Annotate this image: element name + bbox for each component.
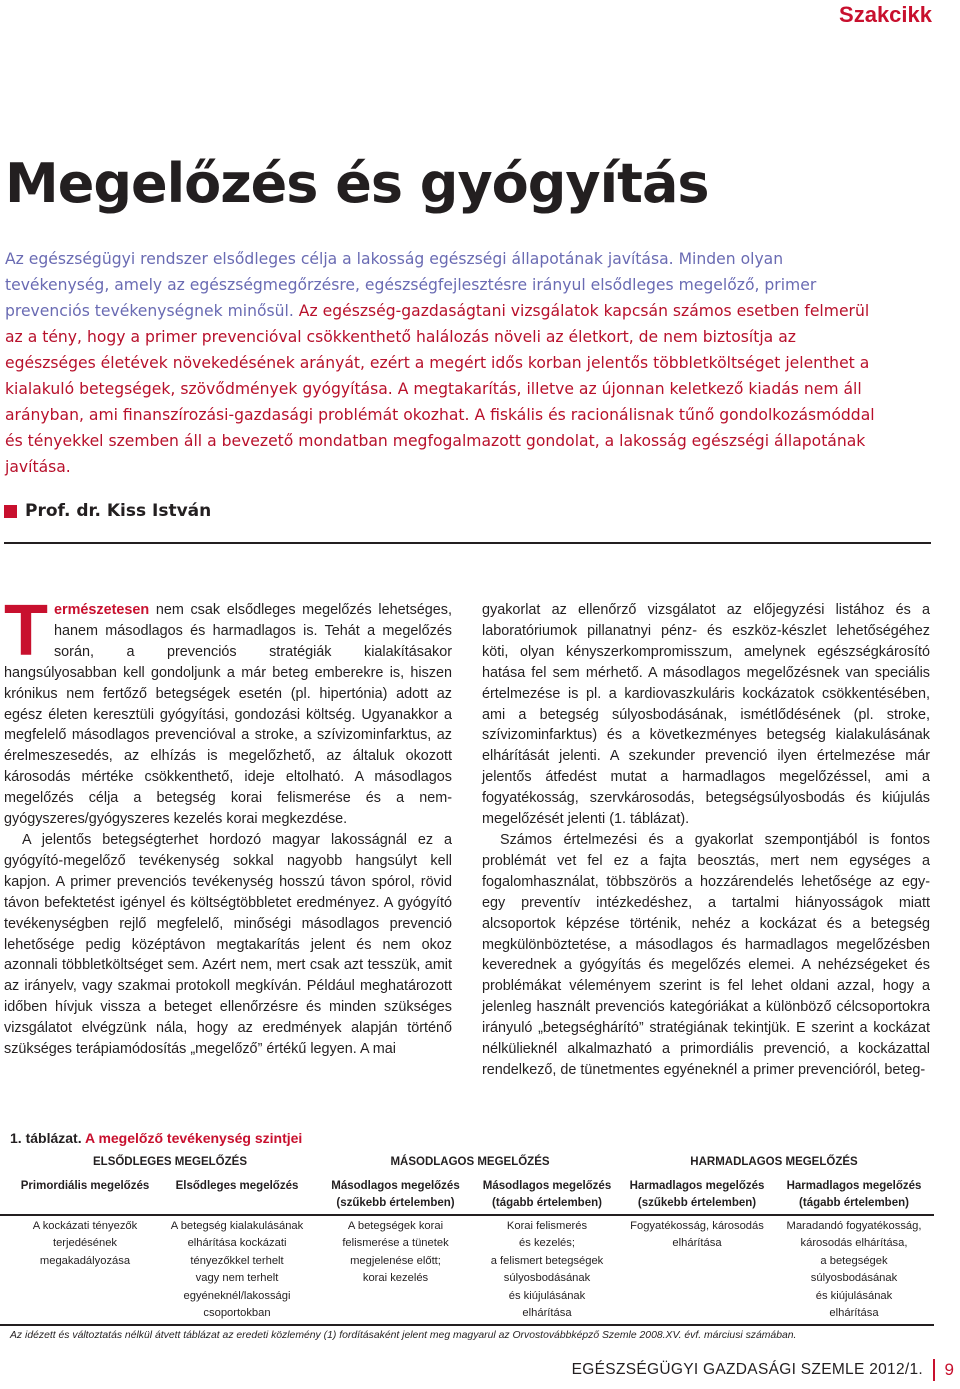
author-name: Prof. dr. Kiss István <box>25 501 212 521</box>
table-cell: A betegség kialakulásának elhárítása kockázati tényezőkkel terhelt vagy nem terhelt egyéneknél/lakossági csoportokban <box>170 1220 304 1320</box>
body-paragraph: A jelentős betegségterhet hordozó magyar lakosságnál ez a gyógyító-megelőző tevékenység sokkal nagyobb hangsúlyt kell kapjon. A primer prevenciós tevékenység hosszú távon spórol, rövid távon befektetést igényel és költségtöbbletet eredményez. A gyógyító tevékenységben rejlő megfelelő, minőségi másodlagos prevenció lehetősége pedig középtávon megtakarítás jelent és nem okoz azonnali többletköltséget sem. Azért nem, mert csak azt tesszük, amit az irányelv, vagy szakmai protokoll megkíván. Például meghatározott időben hívjuk vissza a beteget ellenőrzésre és minden szükséges vizsgálatot elvégzünk nála, hogy az eredmények alapján történő szükséges terápiamódosítás „megelőző” értékű legyen. A mai <box>4 831 452 1058</box>
journal-name: EGÉSZSÉGÜGYI GAZDASÁGI SZEMLE 2012/1. <box>571 1361 924 1378</box>
body-column-1 <box>4 591 452 1060</box>
table-caption <box>10 1130 302 1146</box>
group-header-secondary: MÁSODLAGOS MEGELŐZÉS <box>390 1156 550 1168</box>
page-number: 9 <box>944 1360 954 1379</box>
divider <box>4 542 931 544</box>
body-paragraph: Számos értelmezési és a gyakorlat szempontjából is fontos problémát vet fel ez a fajta beosztás, mert nem egységes a fogalomhasználat, többszörös a hozzárendelés lehetősége az egy-egy preventív intézkedéshez, a tartalmi hiányosságok miatt alcsoportok képzése történik, nehéz a kockázat és a betegség megkülönböztetése, a másodlagos és harmadlagos megelőzésben keverednek a gyógyítás és megelőzés elemei. A nehézségeket és problémákat véleményem szerint is fel lehet oldani azzal, hogy a jelenleg használt prevenciós kategóriákat a különböző célcsoportokra irányuló „betegséghárító” stratégiának tekintjük. E szerint a kockázat nélkülieknél alkalmazható a primordiális prevenció, a kockázattal rendelkező, de tünetmentes egyéneknél a primer prevencióról, beteg- <box>482 831 930 1078</box>
body-column-2 <box>482 600 930 1081</box>
column-header: Primordiális megelőzés <box>20 1180 150 1192</box>
table-footnote: Az idézett és változtatás nélkül átvett táblázat az eredeti közlemény (1) fordításaként jelent meg magyarul az Orvostovábbképző Szemle 2008.XV. évf. márciusi számában. <box>10 1330 797 1341</box>
table-cell: Korai felismerés és kezelés; a felismert betegségek súlyosbodásának és kiújulásának elhárítása <box>490 1220 604 1320</box>
footer-separator <box>933 1359 935 1381</box>
square-bullet-icon <box>4 505 17 518</box>
lead-word: ermészetesen <box>53 602 150 618</box>
group-header-primary: ELSŐDLEGES MEGELŐZÉS <box>93 1156 247 1168</box>
table-cell: Fogyatékosság, károsodás elhárítása <box>630 1220 764 1250</box>
paragraph-text: nem csak elsődleges megelőzés lehetséges, hanem másodlagos és harmadlagos is. Tehát a megelőzés során, a prevenciós stratégiák kialakításakor hangsúlyosabban kell gondoljunk a már beteg emberekre is, hiszen krónikus nem fertőző betegségek esetén (pl. hipertónia) adott az egész életen keresztüli gyógyítási, gondozási költség. Ugyanakkor a megfelelő másodlagos prevencióval a stroke, a szívizominfarktus, az érelmeszesedés, az elhízás is megelőzhető, az általuk okozott károsodás mértéke csökkenthető, ideje eltolható. A másodlagos megelőzés célja a betegség korai felismerése és a nem-gyógyszeres/gyógyszeres kezelés korai megkezdése. <box>4 602 452 828</box>
lead-paragraph <box>5 246 885 480</box>
body-paragraph: gyakorlat az ellenőrző vizsgálatot az előjegyzési listához és a laboratóriumok pillanatnyi pénz- és eszköz-készlet lehetőségéhez köti, olyan kényszerkompromisszum, amelynek egészségkárosító hatása fel sem mérhető. A másodlagos megelőzésnek van speciális értelmezése is pl. a kardiovaszkuláris kockázatok csökkentésében, ami a betegség súlyosbodásának, ismétlődésének (pl. stroke, szívizominfarktus) és a következményes betegség kialakulásának elhárítását jelenti. A szekunder prevenció ilyen értelmezése már jelentős átfedést mutat a harmadlagos megelőzéssel, ami a fogyatékosság, szervkárosodás, betegségsúlyosbodás és kiújulás megelőzését jelenti (1. táblázat). <box>482 602 930 828</box>
body-paragraph <box>4 591 452 830</box>
drop-cap: T <box>4 591 48 671</box>
column-header: Harmadlagos megelőzés (szűkebb értelemben) <box>629 1180 765 1209</box>
author-line <box>4 500 211 522</box>
column-header: Másodlagos megelőzés (szűkebb értelemben) <box>331 1180 460 1209</box>
column-header: Elsődleges megelőzés <box>175 1180 299 1192</box>
table-cell: A kockázati tényezők terjedésének megakadályozása <box>32 1220 138 1267</box>
table-title: A megelőző tevékenység szintjei <box>84 1130 303 1146</box>
table-rule <box>0 1324 934 1326</box>
group-header-tertiary: HARMADLAGOS MEGELŐZÉS <box>690 1156 858 1168</box>
table-rule <box>0 1214 934 1216</box>
lead-part-2: Az egészség-gazdaságtani vizsgálatok kapcsán számos esetben felmerül az a tény, hogy a primer prevencióval csökkenthető halálozás növeli az életkort, de nem biztosítja az egészséges életévek növekedésének arányát, ezért a megért idős korban jelentős többletköltséget jelenthet a kialakuló betegségek, szövődmények gyógyítása. A megtakarítás, illetve az újonnan keletkező kiadás nem áll arányban, ami finanszírozási-gazdasági problémát okozhat. A fiskális és racionálisnak tűnő gondolkozásmóddal és tényekkel szemben áll a bevezető mondatban megfogalmazott gondolat, a lakosság egészségi állapotának javítása. <box>5 302 875 476</box>
section-tag: Szakcikk <box>839 2 932 27</box>
page-footer <box>572 1359 954 1381</box>
table-cell: Maradandó fogyatékosság, károsodás elhárítása, a betegségek súlyosbodásának és kiújulásának elhárítása <box>786 1220 922 1320</box>
lead-part-1: Az egészségügyi rendszer elsődleges célja a lakosság egészségi állapotának javítása. Minden olyan tevékenység, amely az egészségmegőrzésre, egészségfejlesztésre irányul elsődleges megelőző, primer prevenciós tevékenységnek minősül. <box>5 250 817 320</box>
table-number: 1. táblázat. <box>10 1130 82 1146</box>
table-cell: A betegségek korai felismerése a tünetek megjelenése előtt; korai kezelés <box>342 1220 449 1285</box>
column-header: Másodlagos megelőzés (tágabb értelemben) <box>482 1180 612 1209</box>
column-header: Harmadlagos megelőzés (tágabb értelemben) <box>786 1180 922 1209</box>
article-title: Megelőzés és gyógyítás <box>5 152 709 215</box>
